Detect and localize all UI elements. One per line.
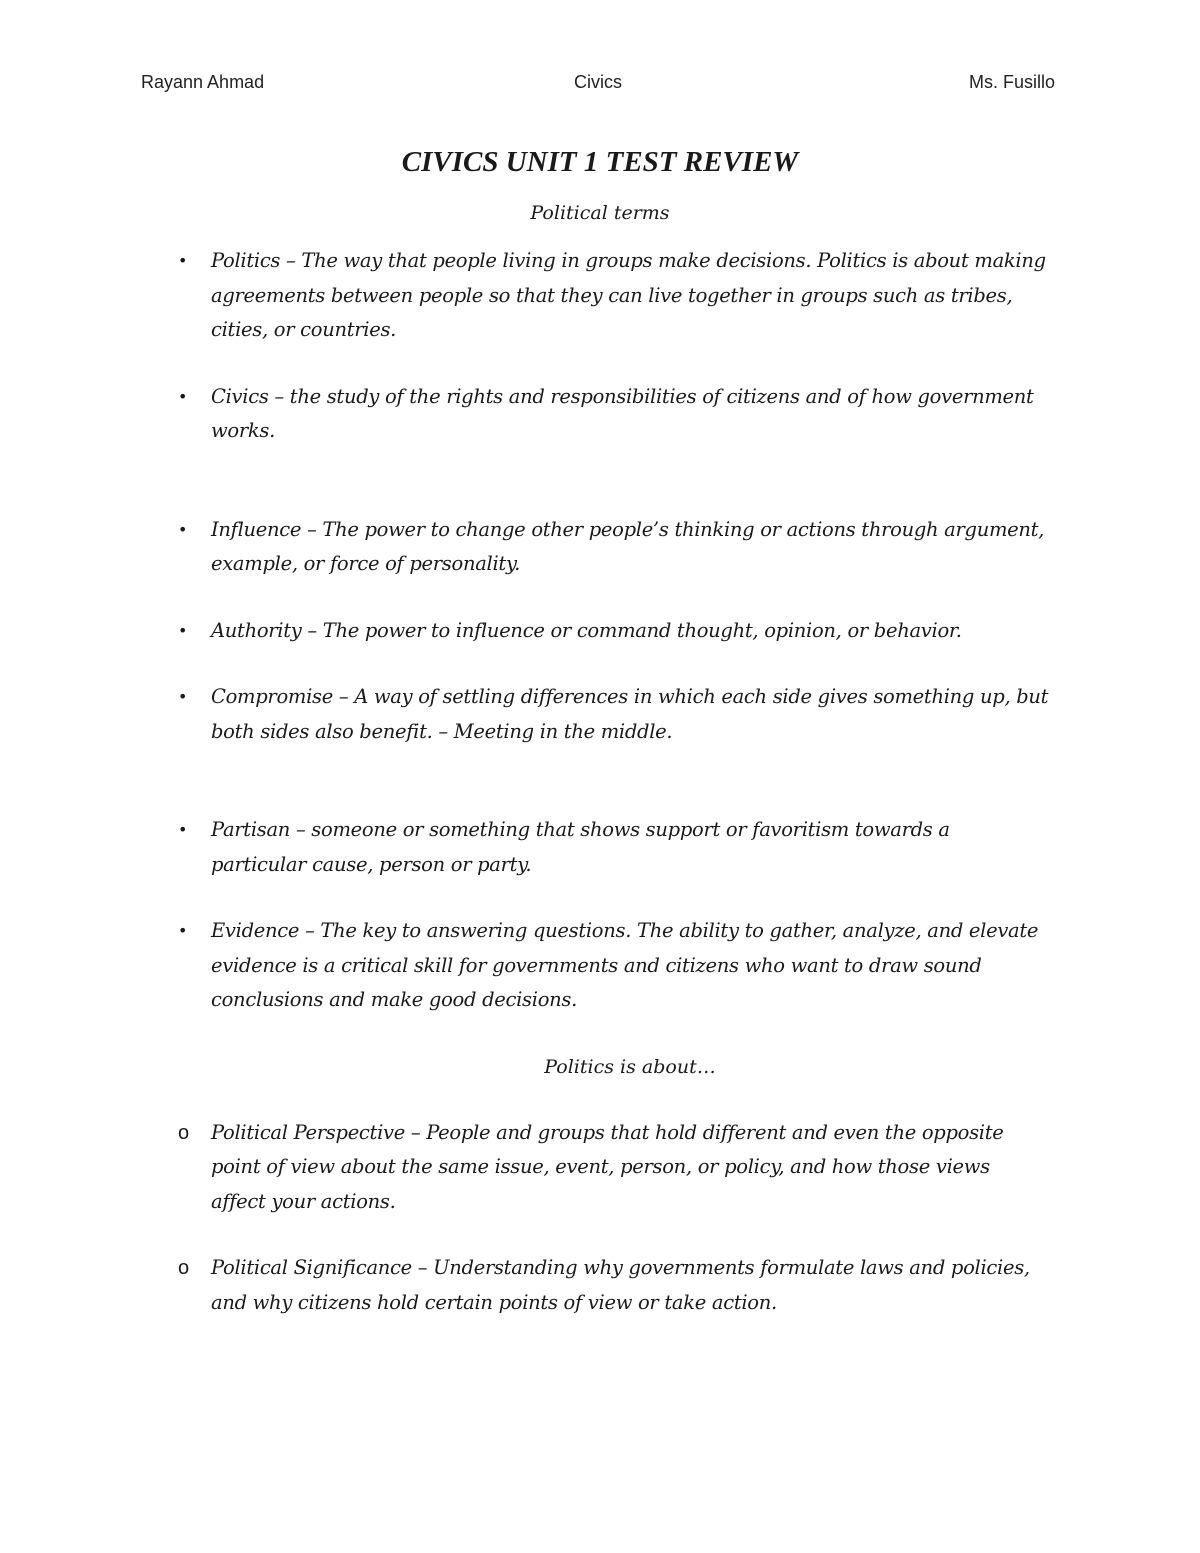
bullet-icon: • (178, 687, 188, 706)
section-heading-politics-is-about: Politics is about… (544, 1055, 716, 1078)
term-item-compromise (0, 680, 1200, 749)
circle-bullet-icon: o (178, 1257, 189, 1279)
document-body (0, 140, 1200, 1320)
about-text: Political Perspective – People and groups that hold different and even the opposite point of view about the same issue, event, person, or policy, and how those views affect your actions. (211, 1120, 1004, 1213)
about-item-significance (0, 1251, 1200, 1320)
term-item-politics (0, 244, 1200, 348)
page-title: CIVICS UNIT 1 TEST REVIEW (401, 146, 799, 178)
term-text: Partisan – someone or something that shows support or favoritism towards a particular cause, person or party. (211, 818, 950, 876)
term-text: Civics – the study of the rights and responsibilities of citizens and of how government works. (211, 384, 1034, 442)
terms-list (0, 244, 1200, 1018)
term-item-civics (0, 380, 1200, 449)
bullet-icon: • (178, 519, 188, 539)
section-subtitle: Political terms (530, 202, 670, 224)
term-item-influence (0, 513, 1200, 582)
term-item-authority (0, 614, 1200, 649)
term-item-evidence (0, 914, 1200, 1018)
term-item-partisan (0, 813, 1200, 882)
bullet-icon: • (178, 921, 188, 940)
header-subject: Civics (574, 72, 622, 92)
header-teacher: Ms. Fusillo (968, 72, 1055, 92)
term-text: Compromise – A way of settling differences in which each side gives something up, but both sides also benefit. – Meeting in the middle. (211, 685, 1049, 743)
about-text: Political Significance – Understanding why governments formulate laws and policies, and why citizens hold certain points of view or take action. (211, 1256, 1030, 1314)
politics-about-list (0, 1116, 1200, 1321)
term-text: Politics – The way that people living in groups make decisions. Politics is about making agreements between people so that they can live together in groups such as tribes, cities, or countries. (211, 249, 1046, 341)
about-item-perspective (0, 1116, 1200, 1220)
bullet-icon: • (178, 820, 188, 839)
page-header (141, 72, 1055, 98)
term-text: Influence – The power to change other people’s thinking or actions through argument, example, or force of personality. (211, 517, 1045, 575)
bullet-icon: • (178, 386, 188, 406)
term-text: Evidence – The key to answering questions. The ability to gather, analyze, and elevate evidence is a critical skill for governments and citizens who want to draw sound conclusions and make good decisions. (211, 919, 1039, 1011)
term-text: Authority – The power to influence or command thought, opinion, or behavior. (211, 618, 962, 642)
circle-bullet-icon: o (178, 1121, 189, 1144)
bullet-icon: • (178, 620, 188, 640)
header-author: Rayann Ahmad (141, 72, 265, 92)
bullet-icon: • (178, 251, 188, 270)
